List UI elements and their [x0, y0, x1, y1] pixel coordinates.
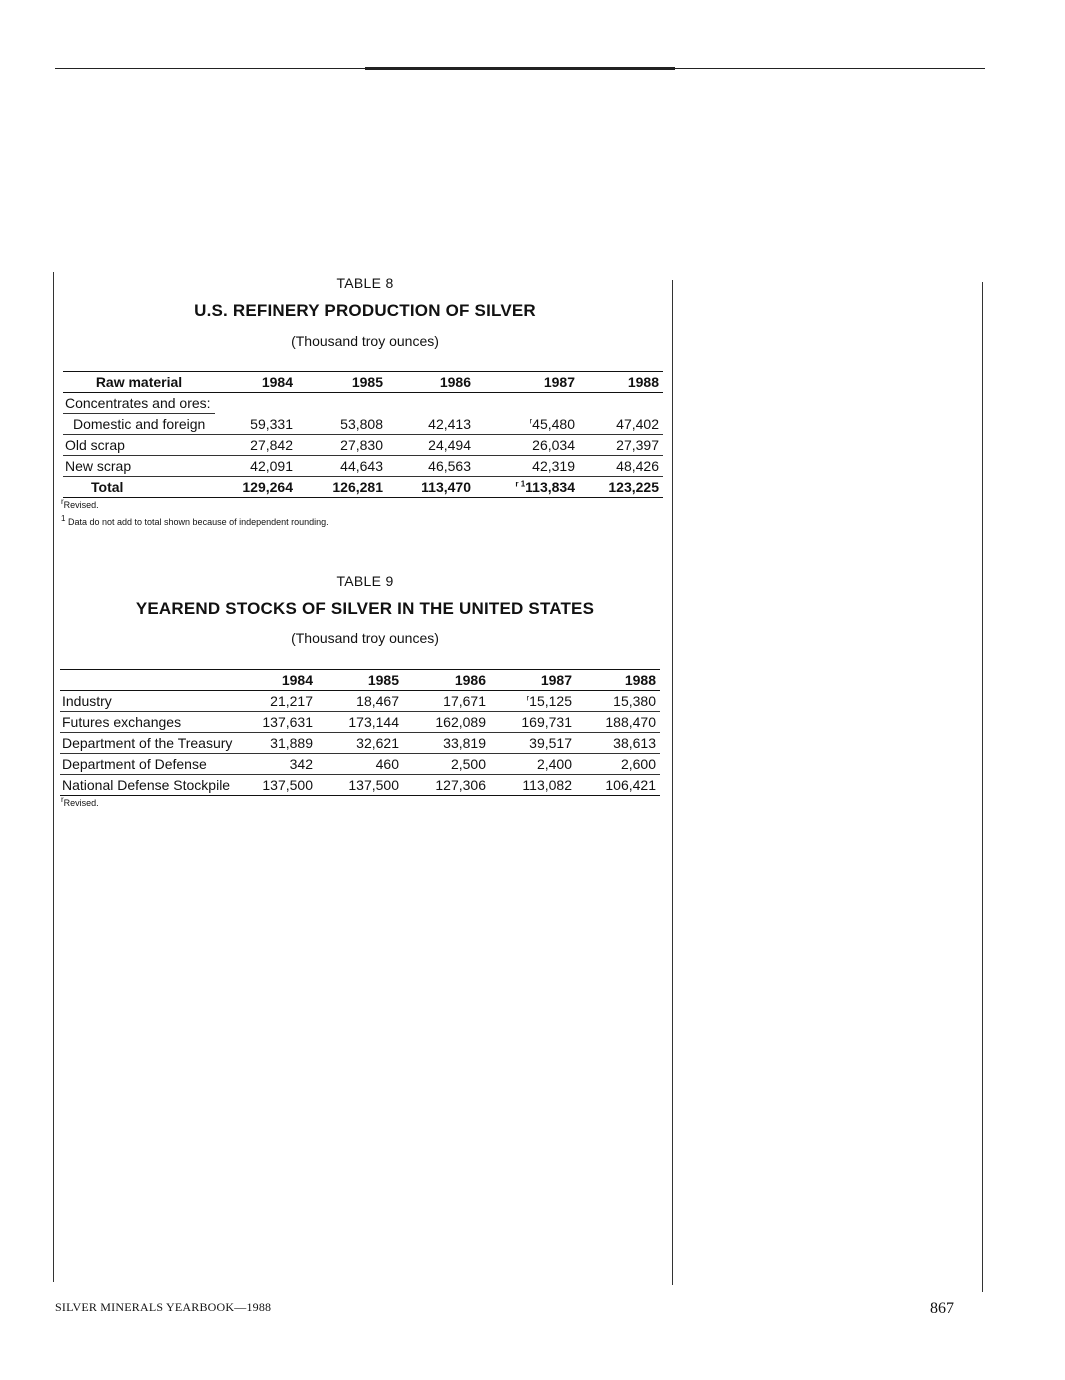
- cell-1984: 42,091: [215, 456, 297, 477]
- cell-1988: 38,613: [576, 733, 660, 754]
- cell-1984: 21,217: [235, 691, 317, 712]
- revised-rounding-mark: r 1: [515, 479, 526, 489]
- cell-1987: 113,082: [490, 775, 576, 796]
- table8-section-label: Concentrates and ores:: [63, 393, 215, 414]
- cell-1986: 24,494: [387, 435, 475, 456]
- cell-1984: 137,500: [235, 775, 317, 796]
- cell-1985: 137,500: [317, 775, 403, 796]
- cell-1987: 39,517: [490, 733, 576, 754]
- table-row: [60, 691, 660, 712]
- cell-1986: 42,413: [387, 414, 475, 435]
- table9-note-revised: $^r$Revised.: [61, 795, 99, 808]
- table8-header-1986: 1986: [387, 372, 475, 393]
- revised-mark: r: [526, 693, 530, 703]
- table8-header-1987: 1987: [475, 372, 579, 393]
- table8-label: TABLE 8: [336, 275, 394, 291]
- right-column-line: [982, 282, 983, 1292]
- table8-header-row: [63, 372, 663, 393]
- table9-unit: (Thousand troy ounces): [291, 630, 439, 646]
- cell-1985: 32,621: [317, 733, 403, 754]
- total-1988: 123,225: [579, 477, 663, 498]
- row-label: Futures exchanges: [60, 712, 235, 733]
- table8-header-1984: 1984: [215, 372, 297, 393]
- revised-mark: r: [529, 416, 533, 426]
- cell-1985: 173,144: [317, 712, 403, 733]
- table-row: [63, 435, 663, 456]
- table8-header-1988: 1988: [579, 372, 663, 393]
- cell-1986: 17,671: [403, 691, 490, 712]
- cell-1984: 342: [235, 754, 317, 775]
- cell-1987: $^r$15,125: [490, 691, 576, 712]
- page-number: 867: [930, 1300, 954, 1317]
- table-row: [60, 754, 660, 775]
- table9-title: YEAREND STOCKS OF SILVER IN THE UNITED STATES: [135, 599, 595, 618]
- table-row: [60, 775, 660, 796]
- table-row: [60, 733, 660, 754]
- middle-column-line: [672, 280, 673, 1285]
- cell-1986: 127,306: [403, 775, 490, 796]
- cell-1988: 47,402: [579, 414, 663, 435]
- cell-1988: 106,421: [576, 775, 660, 796]
- table-row: [60, 712, 660, 733]
- cell-1987: 169,731: [490, 712, 576, 733]
- total-label: Total: [63, 477, 215, 498]
- table8-header-1985: 1985: [297, 372, 387, 393]
- cell-1987: $^r$45,480: [475, 414, 579, 435]
- left-column-line: [53, 272, 54, 1282]
- row-label: New scrap: [63, 456, 215, 477]
- total-1985: 126,281: [297, 477, 387, 498]
- table8-note-rounding: $^1$ Data do not add to total shown because of independent rounding.: [61, 514, 329, 527]
- table8-note-revised: $^r$Revised.: [61, 497, 99, 510]
- total-1986: 113,470: [387, 477, 475, 498]
- cell-1988: 15,380: [576, 691, 660, 712]
- table9-header-1984: 1984: [235, 670, 317, 691]
- cell-1988: 2,600: [576, 754, 660, 775]
- table9-header-1985: 1985: [317, 670, 403, 691]
- cell-1986: 33,819: [403, 733, 490, 754]
- cell-1988: 48,426: [579, 456, 663, 477]
- total-1984: 129,264: [215, 477, 297, 498]
- table9: [60, 669, 660, 796]
- row-label: National Defense Stockpile: [60, 775, 235, 796]
- cell-1984: 27,842: [215, 435, 297, 456]
- table9-header-1986: 1986: [403, 670, 490, 691]
- table8-title: U.S. REFINERY PRODUCTION OF SILVER: [194, 301, 536, 320]
- top-rule-thick: [365, 67, 675, 70]
- cell-1985: 18,467: [317, 691, 403, 712]
- cell-1988: 27,397: [579, 435, 663, 456]
- cell-1988: 188,470: [576, 712, 660, 733]
- cell-1984: 31,889: [235, 733, 317, 754]
- table8-total-row: [63, 477, 663, 498]
- table-row: [63, 456, 663, 477]
- table9-header-blank: [60, 670, 235, 691]
- table8: [63, 371, 663, 498]
- cell-1986: 162,089: [403, 712, 490, 733]
- table9-header-row: [60, 670, 660, 691]
- row-label: Department of the Treasury: [60, 733, 235, 754]
- table9-label: TABLE 9: [336, 573, 394, 589]
- cell-1985: 27,830: [297, 435, 387, 456]
- cell-1987: 42,319: [475, 456, 579, 477]
- footer-publication-title: SILVER MINERALS YEARBOOK—1988: [55, 1300, 272, 1314]
- cell-1985: 460: [317, 754, 403, 775]
- total-1987: $^{r 1}$113,834: [475, 477, 579, 498]
- table8-unit: (Thousand troy ounces): [291, 333, 439, 349]
- cell-1986: 46,563: [387, 456, 475, 477]
- cell-1987: 2,400: [490, 754, 576, 775]
- cell-1985: 53,808: [297, 414, 387, 435]
- table8-header-raw-material: Raw material: [63, 372, 215, 393]
- row-label: Industry: [60, 691, 235, 712]
- row-label: Old scrap: [63, 435, 215, 456]
- cell-1984: 59,331: [215, 414, 297, 435]
- table9-header-1987: 1987: [490, 670, 576, 691]
- table-row: [63, 414, 663, 435]
- row-label: Department of Defense: [60, 754, 235, 775]
- cell-1984: 137,631: [235, 712, 317, 733]
- cell-1987: 26,034: [475, 435, 579, 456]
- cell-1985: 44,643: [297, 456, 387, 477]
- cell-1986: 2,500: [403, 754, 490, 775]
- table9-header-1988: 1988: [576, 670, 660, 691]
- table8-section-row: [63, 393, 663, 414]
- row-label: Domestic and foreign: [63, 414, 215, 435]
